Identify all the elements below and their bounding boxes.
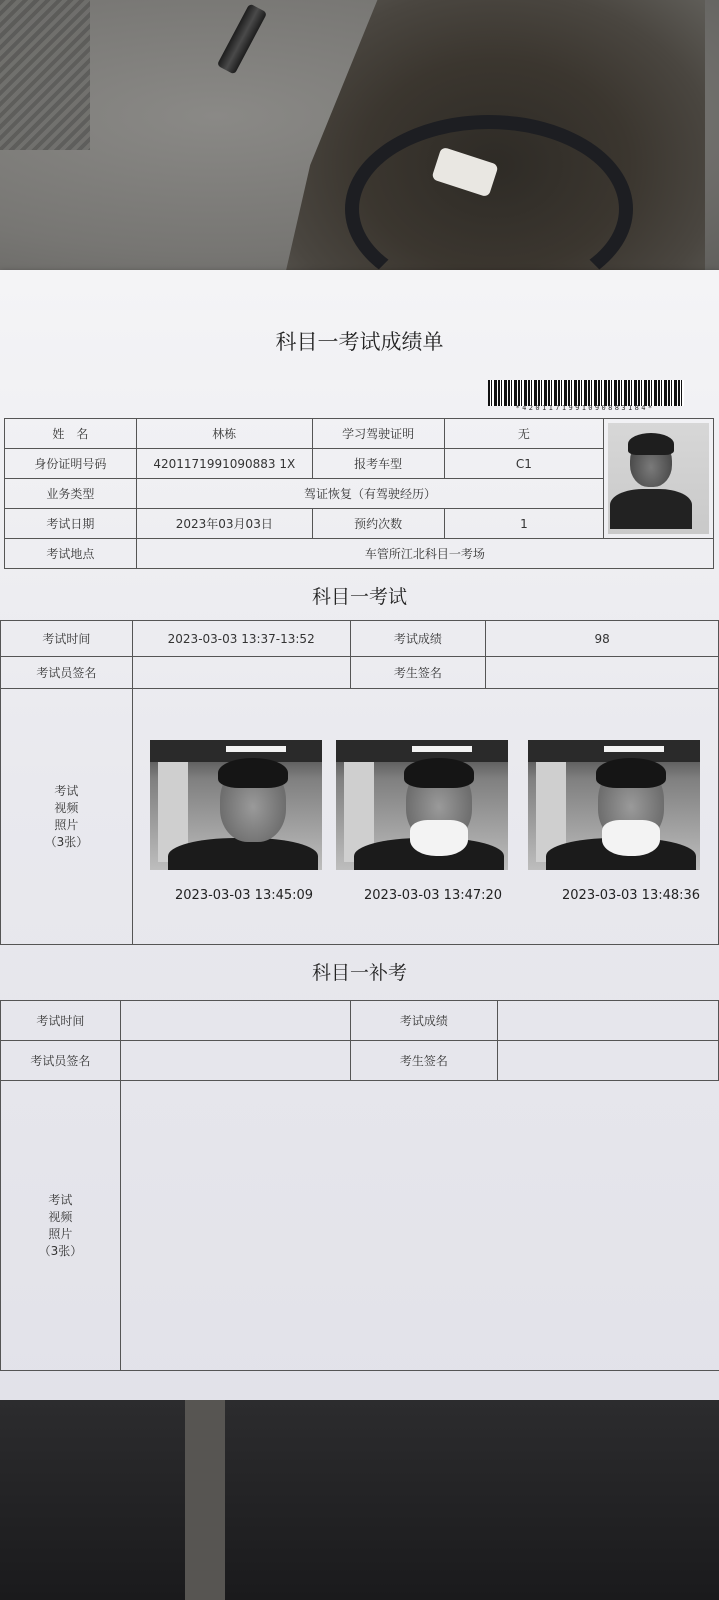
video-frame-3 <box>528 740 700 870</box>
exam-examinee-label: 考生签名 <box>350 657 486 689</box>
location-value: 车管所江北科目一考场 <box>136 539 713 569</box>
barcode <box>488 380 684 406</box>
location-label: 考试地点 <box>5 539 137 569</box>
date-label: 考试日期 <box>5 509 137 539</box>
retake-examinee-label: 考生签名 <box>350 1041 498 1081</box>
id-photo <box>608 423 709 534</box>
retake-score-value <box>498 1001 719 1041</box>
retake-score-label: 考试成绩 <box>350 1001 498 1041</box>
business-label: 业务类型 <box>5 479 137 509</box>
exam-examiner-label: 考试员签名 <box>1 657 133 689</box>
document-title: 科目一考试成绩单 <box>275 330 444 354</box>
permit-value: 无 <box>444 419 604 449</box>
name-label: 姓 名 <box>5 419 137 449</box>
exam-photos-label: 考试 视频 照片 （3张） <box>1 689 133 945</box>
vehicle-label: 报考车型 <box>312 449 444 479</box>
retake-examinee-signature <box>498 1041 719 1081</box>
photo-timestamp-1: 2023-03-03 13:45:09 <box>175 888 314 903</box>
video-frame-2 <box>336 740 508 870</box>
exam-score-label: 考试成绩 <box>350 621 486 657</box>
business-value: 驾证恢复（有驾驶经历） <box>136 479 603 509</box>
retake-time-label: 考试时间 <box>1 1001 121 1041</box>
date-value: 2023年03月03日 <box>136 509 312 539</box>
id-photo-cell <box>604 419 714 539</box>
video-frame-1 <box>150 740 322 870</box>
exam-section-title: 科目一考试 <box>311 586 407 608</box>
photo-timestamp-3: 2023-03-03 13:48:36 <box>562 888 701 903</box>
exam-time-label: 考试时间 <box>1 621 133 657</box>
retake-section-title: 科目一补考 <box>311 962 407 984</box>
vehicle-value: C1 <box>444 449 604 479</box>
score-sheet <box>0 270 719 1420</box>
retake-photos-label: 考试 视频 照片 （3张） <box>1 1081 121 1371</box>
permit-label: 学习驾驶证明 <box>312 419 444 449</box>
booking-label: 预约次数 <box>312 509 444 539</box>
exam-examiner-signature <box>132 657 350 689</box>
retake-examiner-signature <box>120 1041 350 1081</box>
exam-examinee-signature <box>486 657 719 689</box>
exam-video-frames <box>148 740 719 880</box>
retake-time-value <box>120 1001 350 1041</box>
drain-grate <box>0 0 90 150</box>
exam-time-value: 2023-03-03 13:37-13:52 <box>132 621 350 657</box>
foreground-legs <box>0 1400 719 1600</box>
booking-value: 1 <box>444 509 604 539</box>
retake-table <box>0 1000 719 1371</box>
name-value: 林栋 <box>136 419 312 449</box>
id-value: 4201171991090883 1X <box>136 449 312 479</box>
barcode-number: *4201171991090883184* <box>515 404 655 412</box>
exam-score-value: 98 <box>486 621 719 657</box>
retake-examiner-label: 考试员签名 <box>1 1041 121 1081</box>
candidate-info-table <box>4 418 714 569</box>
photo-timestamp-2: 2023-03-03 13:47:20 <box>364 888 503 903</box>
retake-photos-area <box>120 1081 718 1371</box>
id-label: 身份证明号码 <box>5 449 137 479</box>
